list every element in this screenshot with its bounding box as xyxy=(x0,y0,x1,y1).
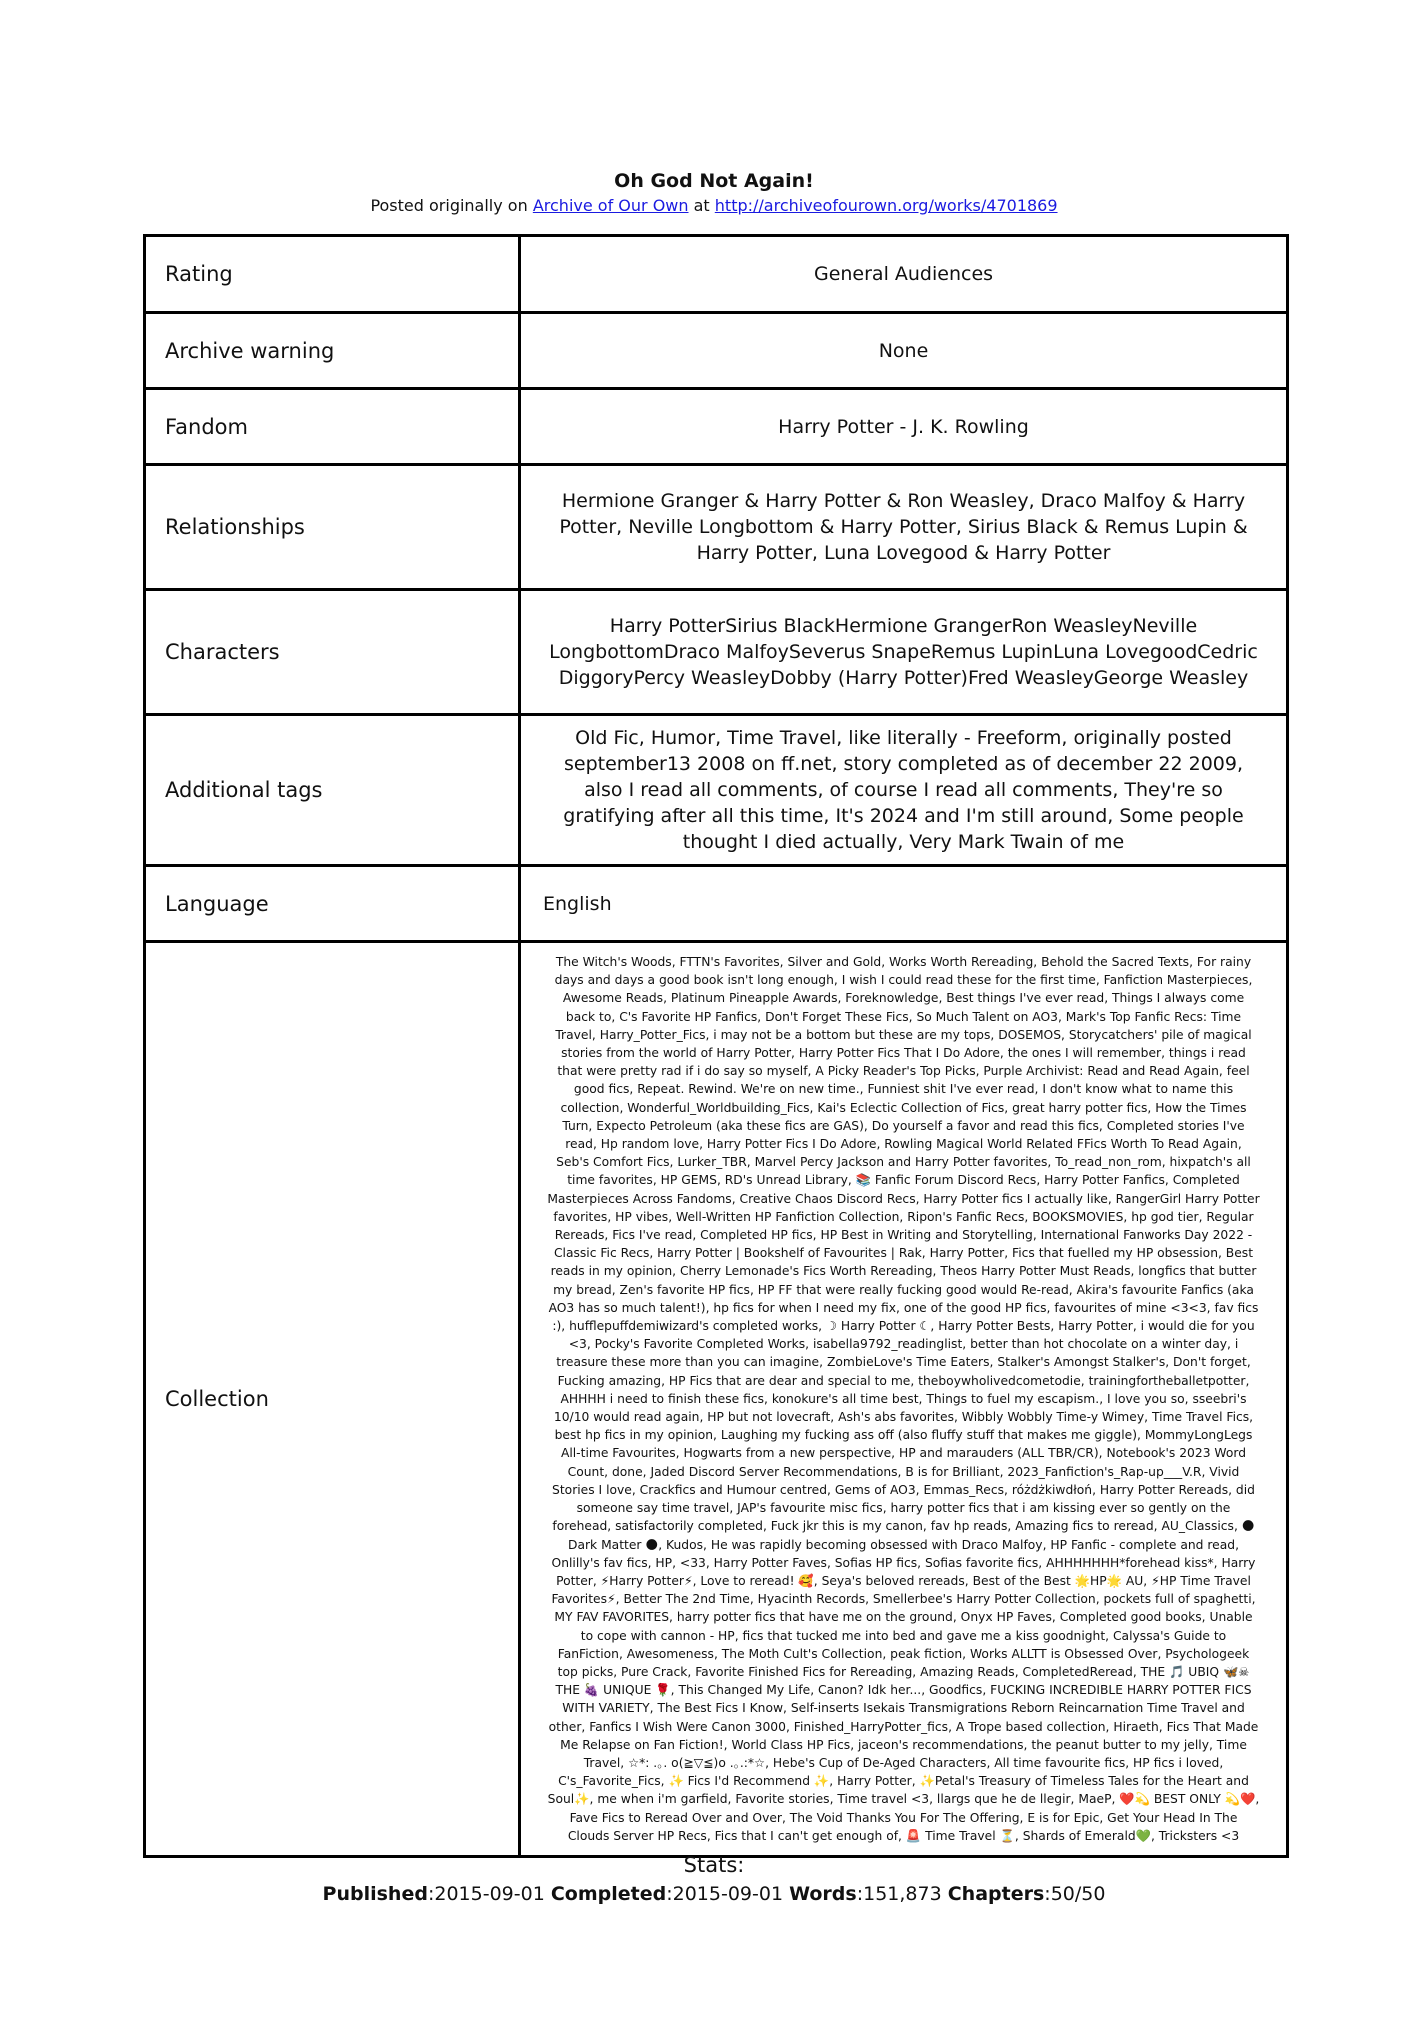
stats-section xyxy=(0,1850,1428,1908)
metadata-table xyxy=(143,234,1289,1858)
rating-row xyxy=(145,236,1288,313)
words-label: Words xyxy=(789,1883,857,1905)
characters-label: Characters xyxy=(145,590,520,715)
tags-label: Additional tags xyxy=(145,715,520,866)
collection-value: The Witch's Woods, FTTN's Favorites, Silver and Gold, Works Worth Rereading, Behold the Sacred Texts, For rainy days and days a good book isn't long enough, I wish I could read these for the first time, Fanfiction Masterpieces, Awesome Reads, Platinum Pineapple Awards, Foreknowledge, Best things I've ever read, Things I always come back to, C's Favorite HP Fanfics, Don't Forget These Fics, So Much Talent on AO3, Mark's Top Fanfic Recs: Time Travel, Harry_Potter_Fics, i may not be a bottom but these are my tops, DOSEMOS, Storycatchers' pile of magical stories from the world of Harry Potter, Harry Potter Fics That I Do Adore, the ones I will remember, things i read that were pretty rad if i do say so myself, A Picky Reader's Top Picks, Purple Archivist: Read and Read Again, feel good fics, Repeat. Rewind. We're on new time., Funniest shit I've ever read, I don't know what to name this collection, Wonderful_Worldbuilding_Fics, Kai's Eclectic Collection of Fics, great harry potter fics, How the Times Turn, Expecto Petroleum (aka these fics are GAS), Do yourself a favor and read this fics, Completed stories I've read, Hp random love, Harry Potter Fics I Do Adore, Rowling Magical World Related FFics Worth To Read Again, Seb's Comfort Fics, Lurker_TBR, Marvel Percy Jackson and Harry Potter favorites, To_read_non_rom, hixpatch's all time favorites, HP GEMS, RD's Unread Library, 📚 Fanfic Forum Discord Recs, Harry Potter Fanfics, Completed Masterpieces Across Fandoms, Creative Chaos Discord Recs, Harry Potter fics I actually like, RangerGirl Harry Potter favorites, HP vibes, Well-Written HP Fanfiction Collection, Ripon's Fanfic Recs, BOOKSMOVIES, hp god tier, Regular Rereads, Fics I've read, Completed HP fics, HP Best in Writing and Storytelling, International Fanworks Day 2022 - Classic Fic Recs, Harry Potter | Bookshelf of Favourites | Rak, Harry Potter, Fics that fuelled my HP obsession, Best reads in my opinion, Cherry Lemonade's Fics Worth Rereading, Theos Harry Potter Must Reads, longfics that butter my bread, Zen's favorite HP fics, HP FF that were really fucking good would Re-read, Akira's favourite Fanfics (aka AO3 has so much talent!), hp fics for when I need my fix, one of the good HP fics, favourites of mine <3<3, fav fics :), hufflepuffdemiwizard's completed works, ☽ Harry Potter ☾, Harry Potter Bests, Harry Potter, i would die for you <3, Pocky's Favorite Completed Works, isabella9792_readinglist, better than hot chocolate on a winter day, i treasure these more than you can imagine, ZombieLove's Time Eaters, Stalker's Amongst Stalker's, Don't forget, Fucking amazing, HP Fics that are dear and special to me, theboywholivedcometodie, trainingfortheballetpotter, AHHHH i need to finish these fics, konokure's all time best, Things to fuel my escapism., I love you so, sseebri's 10/10 would read again, HP but not lovecraft, Ash's abs favorites, Wibbly Wobbly Time-y Wimey, Time Travel Fics, best hp fics in my opinion, Laughing my fucking ass off (also fluffy stuff that makes me giggle), MommyLongLegs All-time Favourites, Hogwarts from a new perspective, HP and marauders (ALL TBR/CR), Notebook's 2023 Word Count, done, Jaded Discord Server Recommendations, B is for Brilliant, 2023_Fanfiction's_Rap-up___V.R, Vivid Stories I love, Crackfics and Humour centred, Gems of AO3, Emmas_Recs, różdżkiwdłoń, Harry Potter Rereads, did someone say time travel, JAP's favourite misc fics, harry potter fics that i am kissing ever so gently on the forehead, satisfactorily completed, Fuck jkr this is my canon, fav hp reads, Amazing fics to reread, AU_Classics, 🌑 Dark Matter 🌑, Kudos, He was rapidly becoming obsessed with Draco Malfoy, HP Fanfic - complete and read, Onlilly's fav fics, HP, <33, Harry Potter Faves, Sofias HP fics, Sofias favorite fics, AHHHHHHH*forehead kiss*, Harry Potter, ⚡Harry Potter⚡, Love to reread! 🥰, Seya's beloved rereads, Best of the Best 🌟HP🌟 AU, ⚡HP Time Travel Favorites⚡, Better The 2nd Time, Hyacinth Records, Smellerbee's Harry Potter Collection, pockets full of spaghetti, MY FAV FAVORITES, harry potter fics that have me on the ground, Onyx HP Faves, Completed good books, Unable to cope with cannon - HP, fics that tucked me into bed and gave me a kiss goodnight, Calyssa's Guide to FanFiction, Awesomeness, The Moth Cult's Collection, peak fiction, Works ALLTT is Obsessed Over, Psychologeek top picks, Pure Crack, Favorite Finished Fics for Rereading, Amazing Reads, CompletedReread, THE 🎵 UBIQ 🦋☠ THE 🍇 UNIQUE 🌹, This Changed My Life, Canon? Idk her..., Goodfics, FUCKING INCREDIBLE HARRY POTTER FICS WITH VARIETY, The Best Fics I Know, Self-inserts Isekais Transmigrations Reborn Reincarnation Time Travel and other, Fanfics I Wish Were Canon 3000, Finished_HarryPotter_fics, A Trope based collection, Hiraeth, Fics That Made Me Relapse on Fan Fiction!, World Class HP Fics, jaceon's recommendations, the peanut butter to my jelly, Time Travel, ☆*: .｡. o(≧▽≦)o .｡.:*☆, Hebe's Cup of De-Aged Characters, All time favourite fics, HP fics i loved, C's_Favorite_Fics, ✨ Fics I'd Recommend ✨, Harry Potter, ✨Petal's Treasury of Timeless Tales for the Heart and Soul✨, me when i'm garfield, Favorite stories, Time travel <3, llargs que he de llegir, MaeP, ❤️💫 BEST ONLY 💫❤️, Fave Fics to Reread Over and Over, The Void Thanks You For The Offering, E is for Epic, Get Your Head In The Clouds Server HP Recs, Fics that I can't get enough of, 🚨 Time Travel ⏳, Shards of Emerald💚, Tricksters <3 xyxy=(520,942,1288,1857)
completed-value: 2015-09-01 xyxy=(672,1883,784,1905)
relationships-label: Relationships xyxy=(145,465,520,590)
work-url-link[interactable]: http://archiveofourown.org/works/4701869 xyxy=(714,196,1058,215)
posted-prefix: Posted originally on xyxy=(370,196,528,215)
posted-at: at xyxy=(693,196,710,215)
published-value: 2015-09-01 xyxy=(434,1883,545,1905)
rating-value: General Audiences xyxy=(520,236,1288,313)
stats-title: Stats: xyxy=(683,1853,745,1877)
site-link[interactable]: Archive of Our Own xyxy=(532,196,689,215)
tags-row xyxy=(145,715,1288,866)
warning-row xyxy=(145,313,1288,389)
relationships-row xyxy=(145,465,1288,590)
collection-row xyxy=(145,942,1288,1857)
completed-label: Completed xyxy=(550,1883,667,1905)
fandom-value: Harry Potter - J. K. Rowling xyxy=(520,389,1288,465)
chapters-label: Chapters xyxy=(947,1883,1045,1905)
posted-line xyxy=(0,194,1428,218)
chapters-value: 50/50 xyxy=(1050,1883,1106,1905)
language-value: English xyxy=(520,866,1288,942)
warning-label: Archive warning xyxy=(145,313,520,389)
relationships-value: Hermione Granger & Harry Potter & Ron Weasley, Draco Malfoy & Harry Potter, Neville Longbottom & Harry Potter, Sirius Black & Remus Lupin & Harry Potter, Luna Lovegood & Harry Potter xyxy=(520,465,1288,590)
stats-line: Published:2015-09-01 Completed:2015-09-01 Words:151,873 Chapters:50/50 xyxy=(322,1883,1106,1905)
fandom-row xyxy=(145,389,1288,465)
work-header xyxy=(0,168,1428,218)
characters-row xyxy=(145,590,1288,715)
work-title: Oh God Not Again! xyxy=(614,170,814,192)
collection-label: Collection xyxy=(145,942,520,1857)
language-label: Language xyxy=(145,866,520,942)
tags-value: Old Fic, Humor, Time Travel, like literally - Freeform, originally posted september13 2008 on ff.net, story completed as of december 22 2009, also I read all comments, of course I read all comments, They're so gratifying after all this time, It's 2024 and I'm still around, Some people thought I died actually, Very Mark Twain of me xyxy=(520,715,1288,866)
published-label: Published xyxy=(322,1883,428,1905)
characters-value: Harry PotterSirius BlackHermione GrangerRon WeasleyNeville LongbottomDraco MalfoySeverus SnapeRemus LupinLuna LovegoodCedric DiggoryPercy WeasleyDobby (Harry Potter)Fred WeasleyGeorge Weasley xyxy=(520,590,1288,715)
language-row xyxy=(145,866,1288,942)
rating-label: Rating xyxy=(145,236,520,313)
warning-value: None xyxy=(520,313,1288,389)
fandom-label: Fandom xyxy=(145,389,520,465)
words-value: 151,873 xyxy=(863,1883,942,1905)
